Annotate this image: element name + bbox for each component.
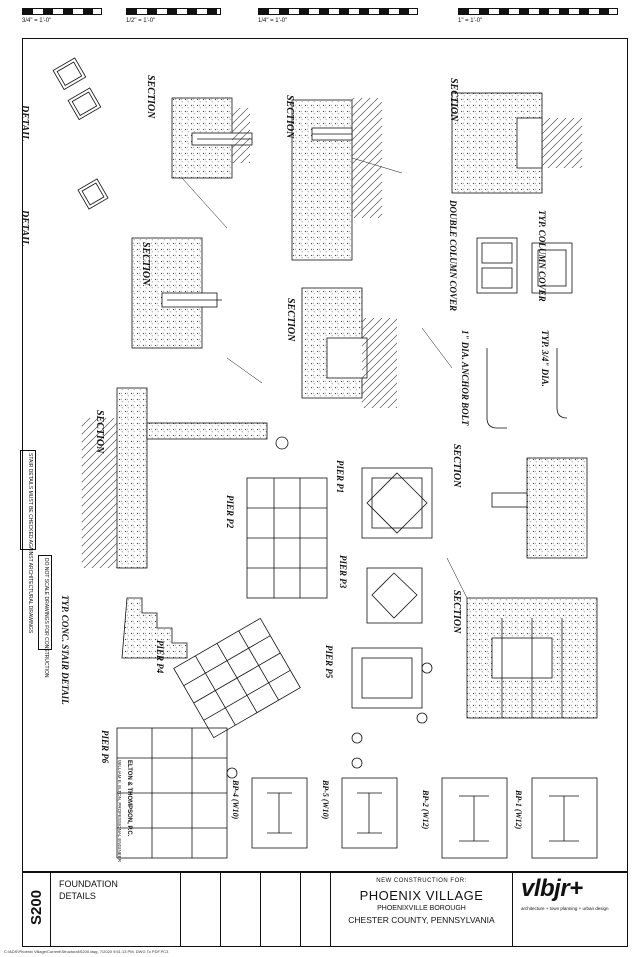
anchor-bolt-title: 1" DIA. ANCHOR BOLT (460, 330, 470, 426)
detail-title-1: DETAIL (19, 105, 30, 142)
sheet-title-1: FOUNDATION (59, 879, 118, 889)
anchor-bolt-detail (487, 348, 567, 428)
detail-title-2: DETAIL (19, 210, 30, 247)
typ-dia-title: TYP. 3/4" DIA. (540, 330, 550, 387)
engineer-cert: WILLIAM E. ELTON, PROFESSIONAL ENGINEER (117, 760, 122, 862)
firm-logo: vlbjr+ (521, 875, 583, 902)
pier-p6-plan (117, 728, 227, 858)
bp2-title: BP-2 (W12) (421, 790, 430, 830)
section-title-4: SECTION (140, 242, 151, 286)
revision-cell-2 (221, 873, 261, 946)
scale-label-4: 1" = 1'-0" (458, 18, 483, 24)
section-right-middle (492, 458, 587, 558)
bp5-title: BP-5 (W10) (321, 780, 330, 820)
scale-bar-1 (22, 8, 102, 28)
project-name: PHOENIX VILLAGE (359, 888, 484, 903)
sheet-title-2: DETAILS (59, 891, 96, 901)
project-county: CHESTER COUNTY, PENNSYLVANIA (348, 915, 495, 925)
section-title-2: SECTION (284, 95, 295, 139)
section-footing-3 (452, 93, 582, 193)
section-footing-2 (292, 98, 382, 260)
stair-detail-title: TYP. CONC. STAIR DETAIL (60, 595, 70, 705)
scale-label-2: 1/2" = 1'-0" (126, 18, 156, 24)
pier-p3-title: PIER P3 (338, 555, 348, 589)
section-grade-beam (467, 598, 597, 718)
column-cover-details (477, 238, 572, 293)
detail-group-left (53, 58, 108, 209)
pier-p4-plan (174, 618, 301, 737)
scale-label-3: 1/4" = 1'-0" (258, 18, 288, 24)
scale-bar-2 (126, 8, 221, 28)
bp1-title: BP-1 (W12) (514, 790, 523, 830)
double-column-cover-title: DOUBLE COLUMN COVER (448, 200, 458, 312)
stair-note-box (20, 450, 36, 634)
revision-cell-1 (181, 873, 221, 946)
structural-details-drawing (22, 38, 628, 872)
pier-p4-title: PIER P4 (155, 640, 165, 674)
firm-tagline: architecture + town planning + urban design (521, 906, 609, 911)
do-not-scale-note: DO NOT SCALE DRAWINGS FOR CONSTRUCTION (43, 558, 49, 678)
pier-p6-title: PIER P6 (100, 730, 110, 764)
sheet-title-cell (51, 873, 181, 946)
section-title-1: SECTION (145, 75, 156, 119)
section-title-3: SECTION (448, 78, 459, 122)
section-title-5: SECTION (285, 298, 296, 342)
sheet-number: S200 (28, 889, 45, 925)
pier-p1-title: PIER P1 (335, 460, 345, 494)
section-footing-5 (302, 288, 397, 408)
detail-markers (227, 437, 432, 778)
project-info-cell (301, 873, 331, 946)
section-footing-1 (172, 98, 252, 178)
section-title-6: SECTION (94, 410, 105, 454)
scale-bar-4 (458, 8, 618, 28)
pier-p5-title: PIER P5 (324, 645, 334, 679)
pier-p2-title: PIER P2 (225, 495, 235, 529)
section-slab-edge (82, 388, 267, 568)
file-path: C:\ADS\Phoenix Village\Current\Structural\S200.dwg, 7/2020 9:51:13 PM, DWG To PDF.PC3 (4, 949, 169, 954)
project-borough: PHOENIXVILLE BOROUGH (377, 905, 466, 912)
project-cell (331, 873, 513, 946)
section-title-8: SECTION (451, 590, 462, 634)
sheet-number-cell (23, 873, 51, 946)
revision-cell-3 (261, 873, 301, 946)
scale-bar-3 (258, 8, 418, 28)
scale-label-1: 3/4" = 1'-0" (22, 18, 52, 24)
section-title-7: SECTION (451, 444, 462, 488)
do-not-scale-box (38, 555, 52, 678)
engineer-firm: ELTON & THOMPSON, P.C. (126, 760, 132, 837)
typ-column-cover-title: TYP. COLUMN COVER (537, 210, 547, 302)
title-block (22, 872, 628, 947)
project-header: NEW CONSTRUCTION FOR: (376, 878, 467, 884)
firm-cell (513, 873, 627, 946)
bp4-title: BP-4 (W10) (231, 780, 240, 820)
stair-note: STAIR DETAILS MUST BE CHECKED AGAINST ARCHITECTURAL DRAWINGS (27, 453, 33, 634)
